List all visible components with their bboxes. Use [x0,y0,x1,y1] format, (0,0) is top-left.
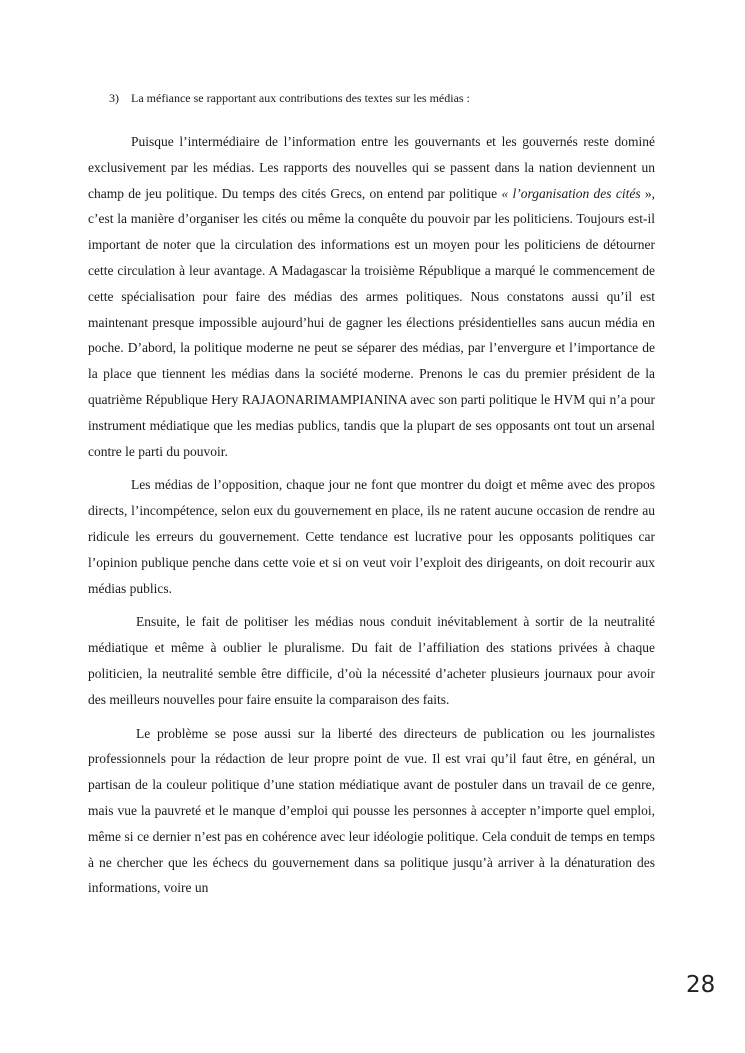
paragraph-3: Ensuite, le fait de politiser les médias nous conduit inévitablement à sortir de la neutralité médiatique et même à oublier le pluralisme. Du fait de l’affiliation des stations privées à chaque politicien, la neutralité semble être difficile, d’où la nécessité d’acheter plusieurs journaux pour avoir des meilleurs nouvelles pour faire ensuite la comparaison des faits. [88,614,655,707]
paragraph-1-start: Puisque l’intermédiaire de l’information entre les gouvernants et les gouvernés reste dominé exclusivement par les médias. Les rapports des nouvelles qui se passent dans la nation deviennent un champ de jeu politique. Du temps des cités Grecs, on entend par politique [88,134,655,201]
paragraph-1-quote: « l’organisation des cités [501,185,641,201]
paragraph-4: Le problème se pose aussi sur la liberté des directeurs de publication ou les journalistes professionnels pour la rédaction de leur propre point de vue. Il est vrai qu’il faut être, en général, un partisan de la couleur politique d’une station médiatique avant de postuler dans un travail de ce genre, mais vue la pauvreté et le manque d’emploi qui pousse les personnes à accepter n’importe quel emploi, même si ce dernier n’est pas en cohérence avec leur idéologie politique. Cela conduit de temps en temps à ne chercher que les échecs du gouvernement dans sa politique jusqu’à arriver à la dénaturation des informations, voire un [88,725,655,896]
paragraph-2: Les médias de l’opposition, chaque jour ne font que montrer du doigt et même avec des propos directs, l’incompétence, selon eux du gouvernement en place, ils ne ratent aucune occasion de rendre au ridicule les erreurs du gouvernement. Cette tendance est lucrative pour les opposants politiques car l’opinion publique penche dans cette voie et si on veut voir l’exploit des dirigeants, on doit recourir aux médias publics. [88,477,655,596]
paragraph-1-rest: », c’est la manière d’organiser les cités ou même la conquête du pouvoir par les politiciens. Toujours est-il important de noter que la circulation des informations est un moyen pour les politiciens de détourner cette circulation à leur avantage. A Madagascar la troisième République a marqué le commencement de cette spécialisation pour faire des médias des armes politiques. Nous constatons aussi qu’il est maintenant presque impossible aujourd’hui de gagner les élections présidentielles sans aucun média en poche. D’abord, la politique moderne ne peut se séparer des médias, par l’envergure et l’importance de la place que tiennent les médias dans la société moderne. Prenons le cas du premier président de la quatrième République Hery RAJAONARIMAMPIANINA avec son parti politique le HVM qui n’a pour instrument médiatique que les medias publics, tandis que la plupart de ses opposants ont tout un arsenal contre le parti du pouvoir. [88,185,655,459]
section-number: 3) [109,91,119,105]
section-title: La méfiance se rapportant aux contributions des textes sur les médias : [131,91,470,105]
paragraph-1 [88,129,655,464]
page-number: 28 [686,972,716,998]
body-text [88,129,655,901]
section-heading [109,90,470,106]
